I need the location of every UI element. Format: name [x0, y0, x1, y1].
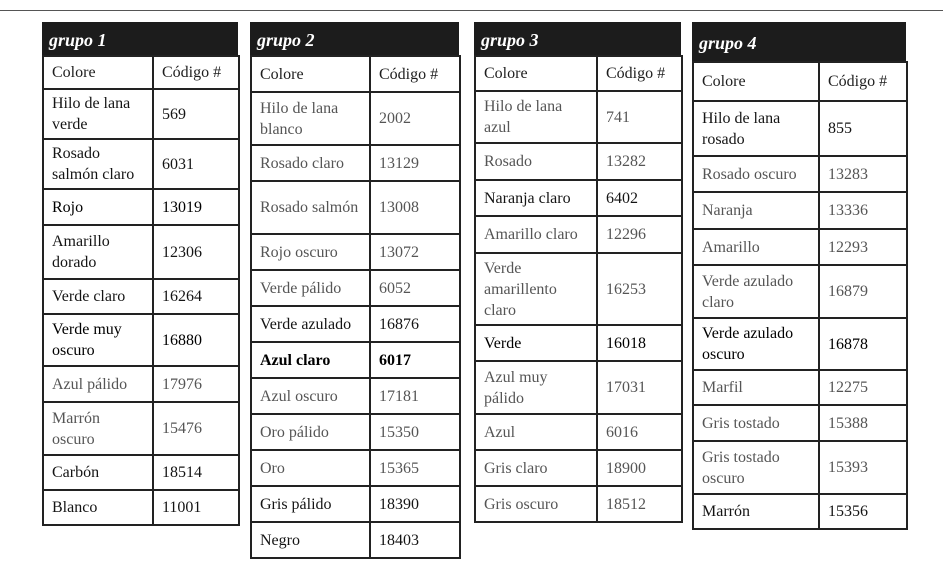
color-code: 16253 [597, 253, 682, 325]
color-code: 18514 [153, 455, 239, 490]
table-row [475, 486, 682, 522]
table-row [475, 361, 682, 414]
color-code: 13008 [370, 181, 460, 234]
table-row [43, 279, 239, 314]
color-code: 855 [819, 101, 907, 156]
color-header: Colore [43, 56, 153, 89]
color-code: 18403 [370, 522, 460, 558]
group-title: grupo 1 [42, 22, 238, 55]
color-code: 12306 [153, 225, 239, 279]
color-name: Marrón [693, 494, 819, 529]
color-header: Colore [693, 62, 819, 101]
group-4-table [692, 22, 906, 530]
color-name: Hilo de lana azul [475, 91, 597, 143]
color-name: Rosado claro [251, 145, 370, 181]
table-row [693, 405, 907, 441]
color-code: 13129 [370, 145, 460, 181]
color-name: Marfil [693, 370, 819, 405]
color-code: 569 [153, 89, 239, 139]
color-code: 15365 [370, 450, 460, 486]
group-3-table [474, 22, 681, 523]
color-code: 15356 [819, 494, 907, 529]
color-name: Gris pálido [251, 486, 370, 522]
color-name: Verde azulado [251, 306, 370, 342]
color-code: 16264 [153, 279, 239, 314]
color-name: Oro pálido [251, 414, 370, 450]
color-name: Negro [251, 522, 370, 558]
table-row [475, 91, 682, 143]
color-name: Rosado [475, 143, 597, 180]
table-row [693, 265, 907, 318]
table-row [251, 306, 460, 342]
color-code: 15350 [370, 414, 460, 450]
color-code: 16878 [819, 318, 907, 370]
group-2-table [250, 22, 459, 559]
header-row [43, 56, 239, 89]
color-code: 13282 [597, 143, 682, 180]
table-row [43, 366, 239, 402]
table-row [693, 229, 907, 265]
color-name: Marrón oscuro [43, 402, 153, 455]
table-row [251, 522, 460, 558]
table-row [43, 455, 239, 490]
code-header: Código # [819, 62, 907, 101]
top-rule [0, 10, 943, 11]
color-name: Rosado oscuro [693, 156, 819, 192]
table-row [475, 325, 682, 361]
table-row [693, 318, 907, 370]
color-code-table [42, 55, 240, 526]
color-header: Colore [475, 56, 597, 91]
color-code: 6031 [153, 139, 239, 189]
table-row [43, 490, 239, 525]
color-name: Gris oscuro [475, 486, 597, 522]
color-code: 18900 [597, 450, 682, 486]
color-code: 6052 [370, 270, 460, 306]
color-code: 12296 [597, 216, 682, 253]
color-name: Amarillo dorado [43, 225, 153, 279]
table-row [43, 139, 239, 189]
table-row [251, 92, 460, 145]
color-code-table [474, 55, 683, 523]
table-row [693, 370, 907, 405]
color-name: Rosado salmón claro [43, 139, 153, 189]
color-code: 6017 [370, 342, 460, 378]
color-code: 13283 [819, 156, 907, 192]
table-row [43, 89, 239, 139]
color-name: Hilo de lana rosado [693, 101, 819, 156]
color-code-table [250, 55, 461, 559]
group-title: grupo 3 [474, 22, 681, 55]
color-code-table [692, 61, 908, 530]
color-name: Azul [475, 414, 597, 450]
table-row [251, 486, 460, 522]
color-code: 15393 [819, 441, 907, 494]
color-code: 2002 [370, 92, 460, 145]
table-row [251, 450, 460, 486]
color-code: 13336 [819, 192, 907, 229]
table-row [251, 234, 460, 270]
table-row [693, 441, 907, 494]
color-code: 18512 [597, 486, 682, 522]
color-name: Verde claro [43, 279, 153, 314]
table-row [251, 145, 460, 181]
color-name: Verde amarillento claro [475, 253, 597, 325]
color-code: 12293 [819, 229, 907, 265]
color-code: 17181 [370, 378, 460, 414]
color-name: Verde muy oscuro [43, 314, 153, 366]
color-name: Verde azulado oscuro [693, 318, 819, 370]
color-name: Naranja [693, 192, 819, 229]
color-name: Azul oscuro [251, 378, 370, 414]
header-row [693, 62, 907, 101]
header-row [251, 56, 460, 92]
color-name: Gris tostado oscuro [693, 441, 819, 494]
color-name: Amarillo [693, 229, 819, 265]
color-name: Hilo de lana blanco [251, 92, 370, 145]
table-row [43, 402, 239, 455]
table-row [475, 450, 682, 486]
table-row [251, 414, 460, 450]
color-name: Amarillo claro [475, 216, 597, 253]
color-code: 741 [597, 91, 682, 143]
color-name: Azul pálido [43, 366, 153, 402]
table-row [251, 181, 460, 234]
color-name: Rojo [43, 189, 153, 225]
table-row [43, 314, 239, 366]
color-name: Verde pálido [251, 270, 370, 306]
color-name: Gris claro [475, 450, 597, 486]
color-code: 6402 [597, 180, 682, 216]
table-row [251, 342, 460, 378]
table-row [475, 143, 682, 180]
color-code: 16018 [597, 325, 682, 361]
color-code: 17031 [597, 361, 682, 414]
color-name: Rojo oscuro [251, 234, 370, 270]
code-header: Código # [153, 56, 239, 89]
group-title: grupo 2 [250, 22, 459, 55]
color-name: Azul muy pálido [475, 361, 597, 414]
color-code: 16879 [819, 265, 907, 318]
header-row [475, 56, 682, 91]
color-code: 16876 [370, 306, 460, 342]
table-row [693, 101, 907, 156]
table-row [475, 180, 682, 216]
color-code: 15388 [819, 405, 907, 441]
table-row [475, 414, 682, 450]
color-name: Carbón [43, 455, 153, 490]
color-name: Verde azulado claro [693, 265, 819, 318]
group-title: grupo 4 [692, 22, 906, 61]
color-name: Gris tostado [693, 405, 819, 441]
table-row [693, 156, 907, 192]
color-code: 13072 [370, 234, 460, 270]
color-code: 16880 [153, 314, 239, 366]
table-row [43, 189, 239, 225]
color-name: Oro [251, 450, 370, 486]
table-row [43, 225, 239, 279]
color-header: Colore [251, 56, 370, 92]
color-code: 11001 [153, 490, 239, 525]
table-row [475, 253, 682, 325]
table-row [251, 378, 460, 414]
color-name: Blanco [43, 490, 153, 525]
color-name: Hilo de lana verde [43, 89, 153, 139]
table-row [475, 216, 682, 253]
table-row [693, 494, 907, 529]
code-header: Código # [370, 56, 460, 92]
color-code: 17976 [153, 366, 239, 402]
color-name: Rosado salmón [251, 181, 370, 234]
color-code: 18390 [370, 486, 460, 522]
group-1-table [42, 22, 238, 526]
table-row [693, 192, 907, 229]
code-header: Código # [597, 56, 682, 91]
table-row [251, 270, 460, 306]
color-code: 12275 [819, 370, 907, 405]
color-name: Azul claro [251, 342, 370, 378]
color-name: Naranja claro [475, 180, 597, 216]
color-code: 13019 [153, 189, 239, 225]
color-code: 6016 [597, 414, 682, 450]
color-code: 15476 [153, 402, 239, 455]
color-name: Verde [475, 325, 597, 361]
